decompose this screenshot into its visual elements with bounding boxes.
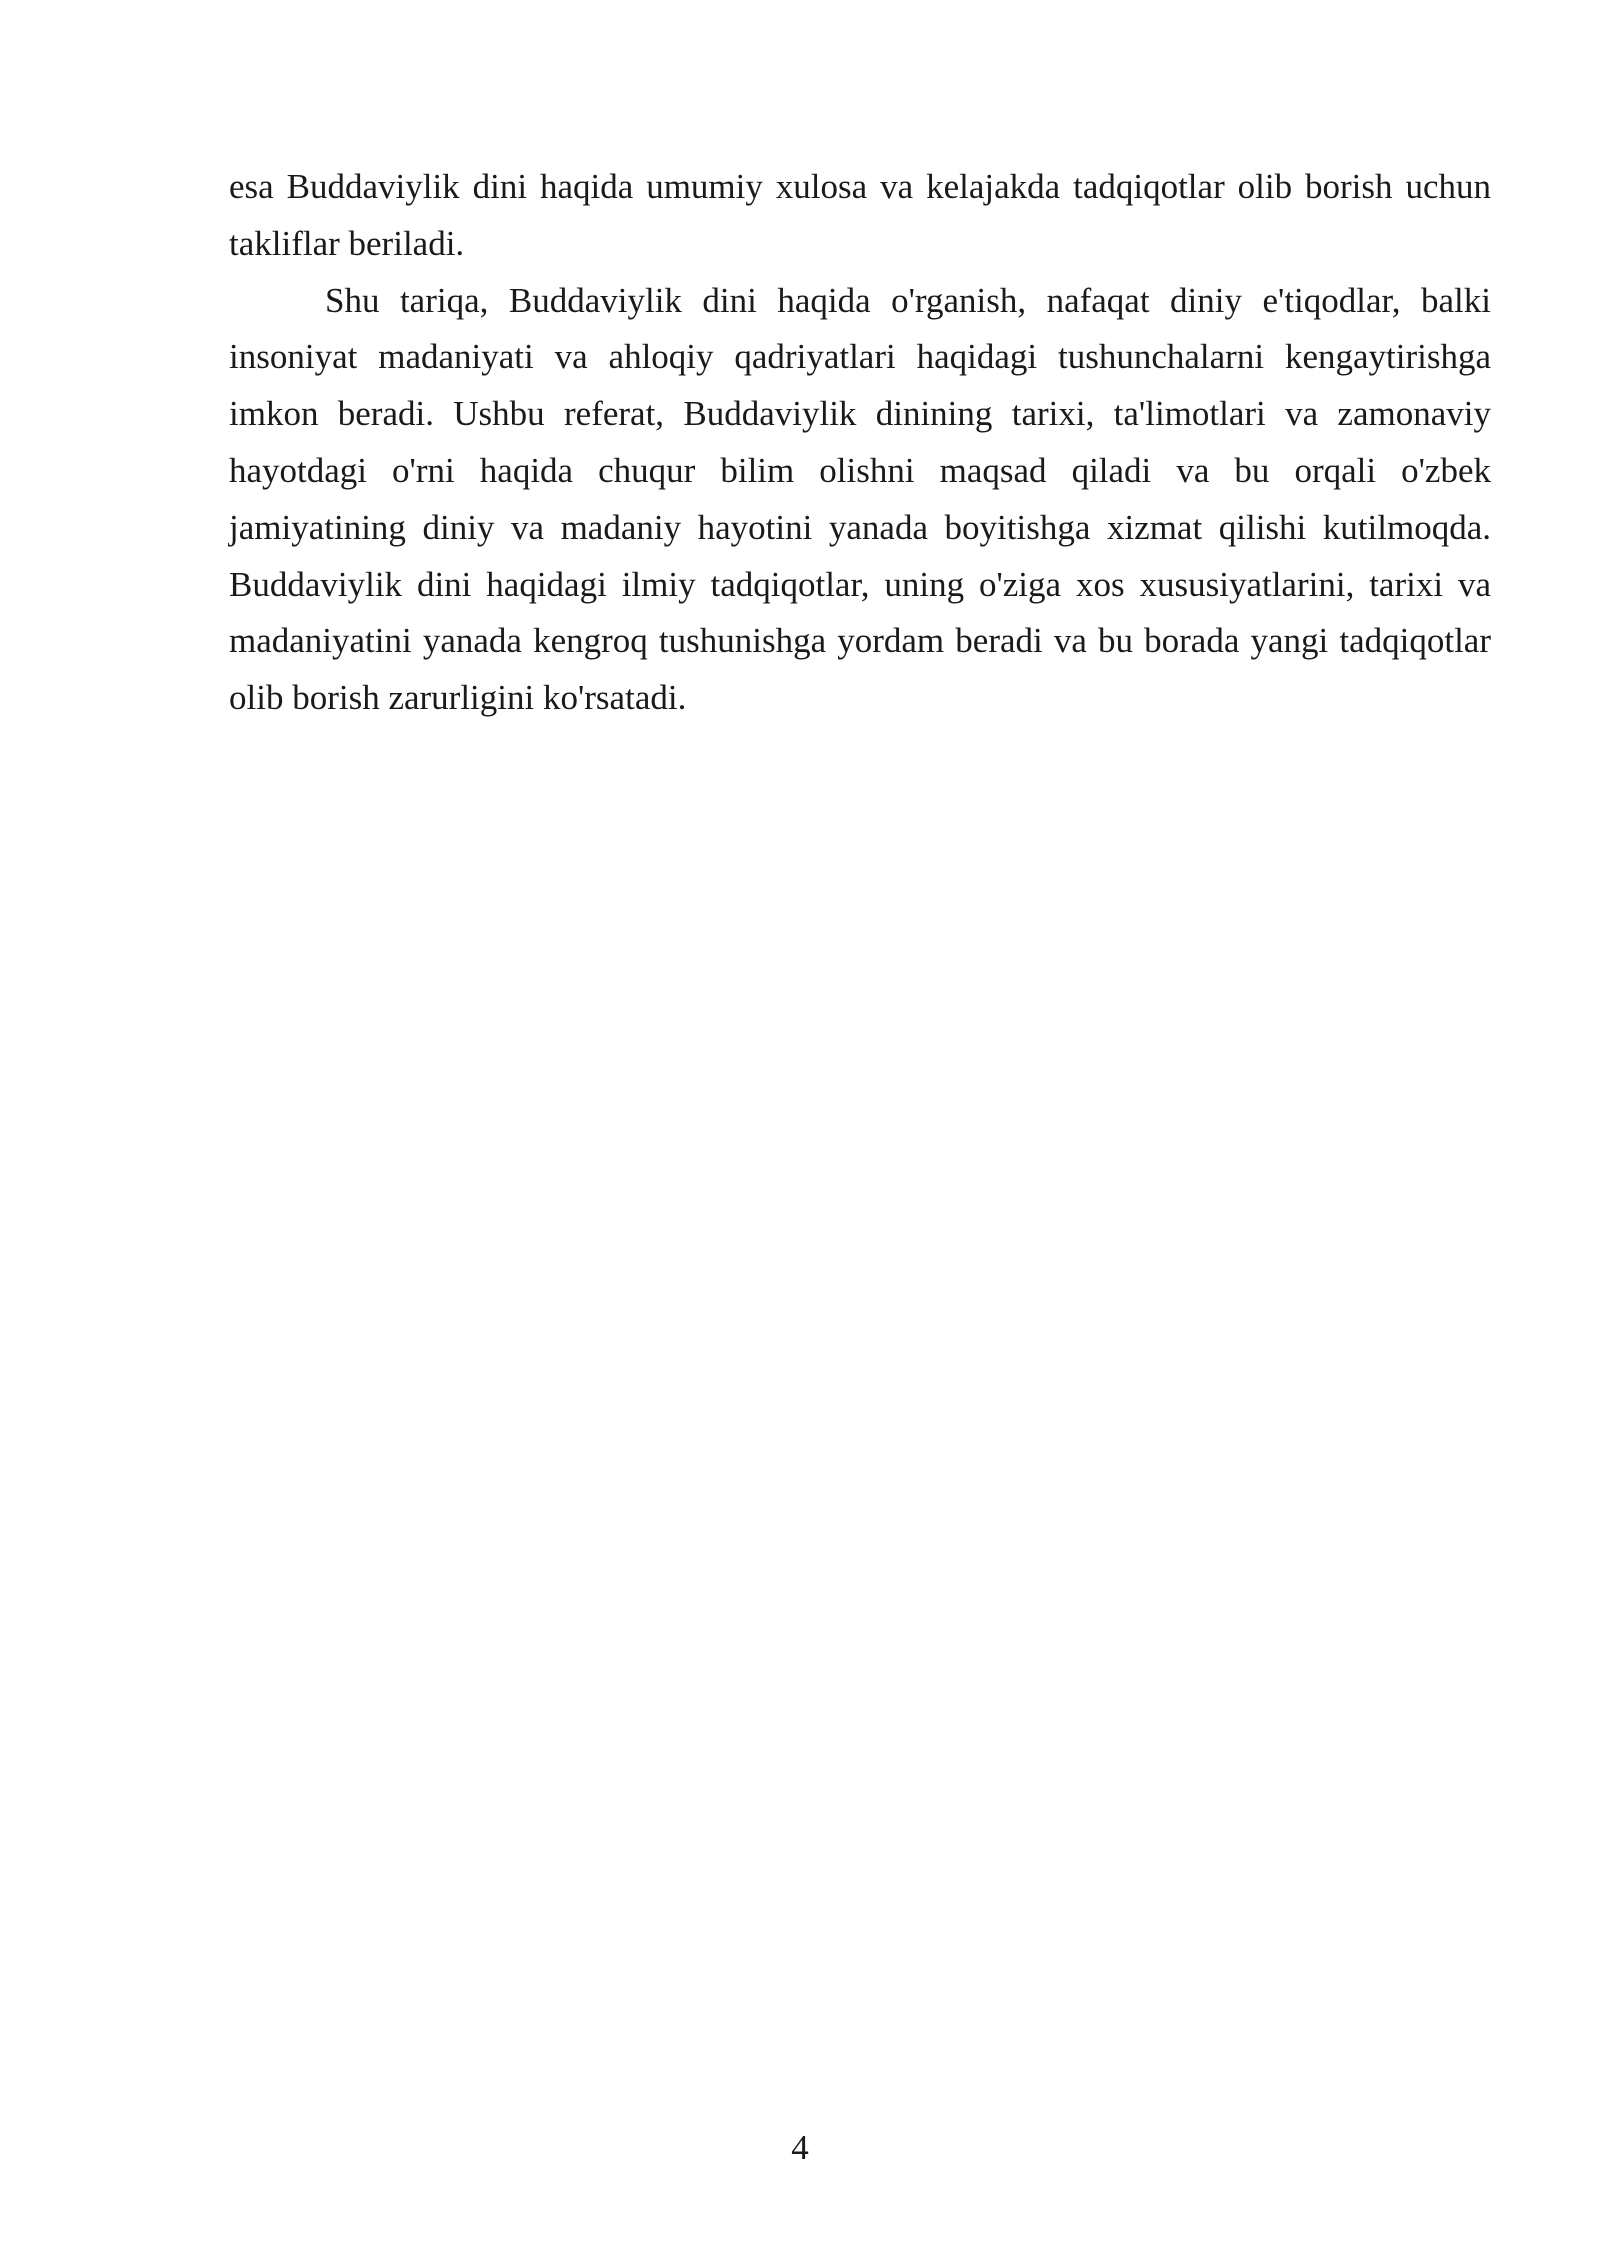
- body-text: [229, 159, 1491, 727]
- page-number: 4: [791, 2128, 809, 2167]
- paragraph-continuation: esa Buddaviylik dini haqida umumiy xulosa va kelajakda tadqiqotlar olib borish uchun takliflar beriladi.: [229, 167, 1491, 263]
- paragraph-conclusion: Shu tariqa, Buddaviylik dini haqida o'rganish, nafaqat diniy e'tiqodlar, balki insoniyat madaniyati va ahloqiy qadriyatlari haqidagi tushunchalarni kengaytirishga imkon beradi. Ushbu referat, Buddaviylik dinining tarixi, ta'limotlari va zamonaviy hayotdagi o'rni haqida chuqur bilim olishni maqsad qiladi va bu orqali o'zbek jamiyatining diniy va madaniy hayotini yanada boyitishga xizmat qilishi kutilmoqda. Buddaviylik dini haqidagi ilmiy tadqiqotlar, uning o'ziga xos xususiyatlarini, tarixi va madaniyatini yanada kengroq tushunishga yordam beradi va bu borada yangi tadqiqotlar olib borish zarurligini ko'rsatadi.: [229, 280, 1491, 718]
